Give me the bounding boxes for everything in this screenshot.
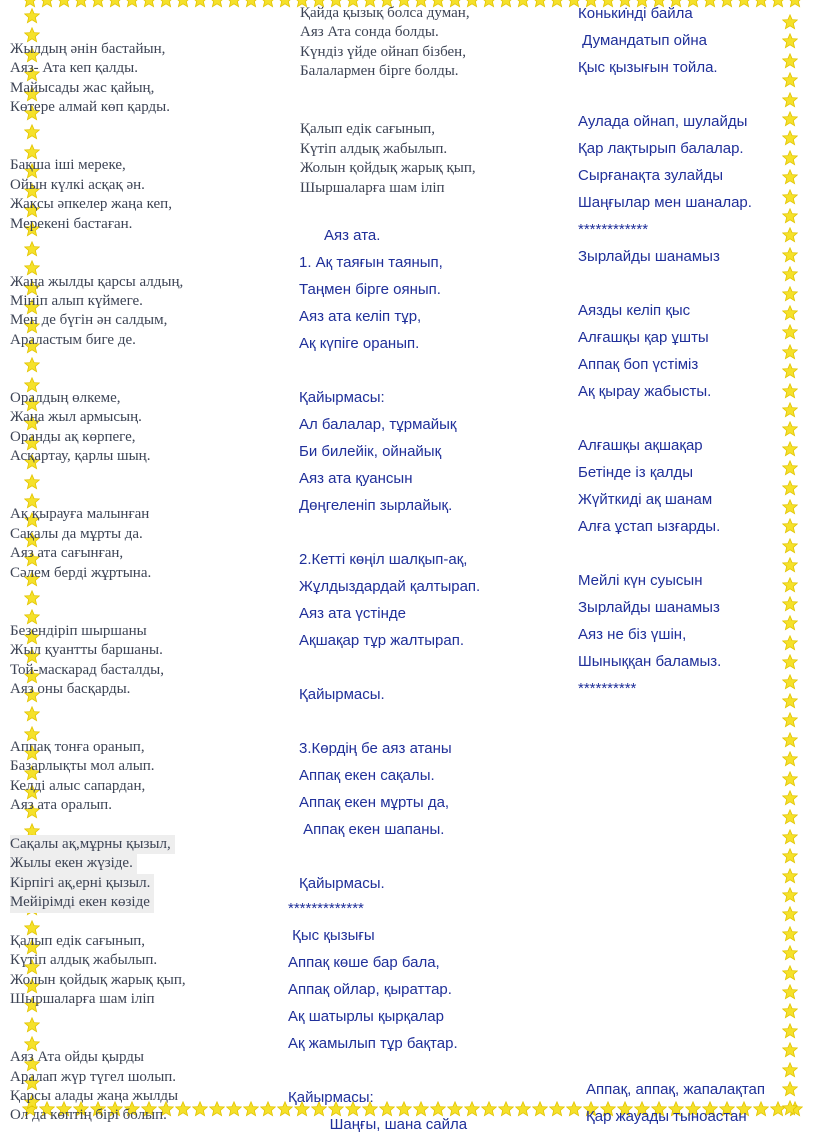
star-icon: [782, 208, 798, 224]
poem-line: Безендіріп шыршаны: [10, 622, 147, 639]
star-icon: [192, 0, 208, 8]
star-icon: [498, 0, 514, 8]
star-icon: [782, 809, 798, 825]
star-icon: [787, 0, 803, 8]
poem-line: Мініп алып күймеге.: [10, 293, 143, 310]
star-icon: [481, 0, 497, 8]
star-icon: [782, 1003, 798, 1019]
right-poem-column: [578, 0, 752, 702]
poem-line: [10, 816, 186, 835]
poem-line: [10, 486, 186, 505]
poem-line: Бетінде із қалды: [578, 464, 694, 481]
star-icon: [770, 0, 786, 8]
poem-line: Жақсы әпкелер жаңа кеп,: [10, 196, 172, 213]
middle-poem-top: [300, 4, 476, 198]
star-icon: [782, 383, 798, 399]
poem-line: Мен де бүгін ән салдым,: [10, 312, 168, 329]
star-icon: [549, 1101, 565, 1117]
poem-line: Мейлі күн суысын: [578, 572, 703, 589]
star-icon: [782, 53, 798, 69]
star-icon: [175, 0, 191, 8]
poem-line: Алғашқы қар ұшты: [578, 329, 709, 346]
poem-line: Аулада ойнап, шулайды: [578, 113, 748, 130]
star-icon: [73, 0, 89, 8]
poem-line: Шыршаларға шам іліп: [10, 991, 155, 1008]
poem-line: Қыс қызығын тойла.: [578, 59, 718, 76]
star-icon: [782, 130, 798, 146]
star-icon: [782, 945, 798, 961]
star-icon: [782, 247, 798, 263]
poem-line: Шаңғы, шана сайла: [288, 1116, 468, 1133]
star-icon: [782, 538, 798, 554]
poem-line: Аяз ата қуансын: [299, 470, 413, 487]
poem-line: [578, 405, 752, 432]
poem-line: Қыс қызығы: [288, 927, 375, 944]
poem-line: Аралап жүр түгел шолып.: [10, 1068, 177, 1085]
poem-line: Аппақ екен мұрты да,: [299, 794, 450, 811]
poem-line: Дөңгеленіп зырлайық.: [299, 497, 453, 514]
poem-line: Алға ұстап ызғарды.: [578, 518, 721, 535]
star-icon: [260, 0, 276, 8]
star-icon: [782, 499, 798, 515]
star-icon: [209, 1101, 225, 1117]
poem-line: Қар жауады тыноастан: [586, 1108, 747, 1125]
poem-line: Ол да көптің бірі болып.: [10, 1107, 167, 1124]
poem-line: Аяз ата оралып.: [10, 797, 112, 814]
star-icon: [277, 0, 293, 8]
left-poem-column: [10, 40, 186, 1126]
poem-line: Аппақ тонға оранып,: [10, 739, 145, 756]
star-icon: [782, 518, 798, 534]
star-icon: [481, 1101, 497, 1117]
star-icon: [515, 0, 531, 8]
poem-line: Аппақ көше бар бала,: [288, 954, 440, 971]
poem-line: Қарсы алады жаңа жылды: [10, 1088, 179, 1105]
poem-line: Аязды келіп қыс: [578, 302, 691, 319]
poem-line: Шыршаларға шам іліп: [300, 179, 445, 196]
poem-line: [10, 699, 186, 718]
star-icon: [141, 0, 157, 8]
poem-line: [578, 270, 752, 297]
star-icon: [782, 829, 798, 845]
poem-line: [10, 234, 186, 253]
star-icon: [782, 344, 798, 360]
star-icon: [782, 693, 798, 709]
star-icon: [782, 790, 798, 806]
poem-line: Ақшақар тұр жалтырап.: [299, 632, 464, 649]
poem-line: Күтіп алдық жабылып.: [300, 140, 448, 157]
poem-line: [288, 1057, 467, 1084]
poem-line: [10, 893, 186, 912]
star-icon: [226, 0, 242, 8]
poem-line: Оралдың өлкеме,: [10, 390, 121, 407]
poem-line: Балалармен бірге болды.: [300, 63, 459, 80]
highlighted-line: Мейірімді екен көзіде: [10, 893, 154, 912]
poem-line: Зырлайды шанамыз: [578, 248, 720, 265]
star-icon: [192, 1101, 208, 1117]
poem-line: Думандатып ойна: [578, 32, 707, 49]
poem-line: Келді алыс сапардан,: [10, 777, 146, 794]
poem-line: **********: [578, 680, 637, 697]
poem-line: Көтере алмай көп қарды.: [10, 99, 170, 116]
star-icon: [782, 305, 798, 321]
poem-line: Аппақ ойлар, қыраттар.: [288, 981, 452, 998]
poem-line: [300, 82, 476, 101]
poem-line: Аяз ата үстінде: [299, 605, 406, 622]
poem-line: Қайда қызық болса думан,: [300, 5, 470, 21]
poem-line: 2.Кетті көңіл шалқып-ақ,: [299, 551, 468, 568]
star-icon: [782, 771, 798, 787]
poem-line: Шыныққан баламыз.: [578, 653, 722, 670]
poem-line: Жұлдыздардай қалтырап.: [299, 578, 481, 595]
star-icon: [24, 8, 40, 24]
poem-line: Жолын қойдық жарық қып,: [300, 160, 476, 177]
star-icon: [782, 227, 798, 243]
poem-line: Оранды ақ көрпеге,: [10, 428, 136, 445]
star-icon: [782, 421, 798, 437]
star-icon: [782, 460, 798, 476]
star-icon: [782, 1081, 798, 1097]
poem-line: [10, 719, 186, 738]
poem-line: [10, 137, 186, 156]
star-icon: [782, 92, 798, 108]
poem-line: ************: [578, 221, 649, 238]
star-icon: [90, 0, 106, 8]
poem-line: Жүйткиді ақ шанам: [578, 491, 713, 508]
poem-line: Сырғанақта зулайды: [578, 167, 724, 184]
star-icon: [782, 615, 798, 631]
poem-line: [10, 118, 186, 137]
poem-line: Асқартау, қарлы шың.: [10, 448, 151, 465]
poem-line: [10, 874, 186, 893]
star-icon: [782, 286, 798, 302]
poem-line: Жаңа жыл армысың.: [10, 409, 142, 426]
star-icon: [226, 1101, 242, 1117]
poem-line: Аяз ата келіп тұр,: [299, 308, 422, 325]
poem-line: Ойын күлкі асқақ ән.: [10, 176, 145, 193]
star-icon: [515, 1101, 531, 1117]
poem-line: Аяз не біз үшін,: [578, 626, 687, 643]
star-icon: [782, 984, 798, 1000]
star-icon: [107, 0, 123, 8]
poem-line: Қайырмасы.: [299, 686, 385, 703]
poem-line: [299, 843, 480, 870]
poem-line: Би билейік, ойнайық: [299, 443, 442, 460]
poem-line: Сақалы да мұрты да.: [10, 525, 143, 542]
star-icon: [782, 441, 798, 457]
poem-line: [300, 101, 476, 120]
star-icon: [243, 0, 259, 8]
star-icon: [56, 0, 72, 8]
poem-line: Аппақ, аппақ, жапалақтап: [586, 1081, 765, 1098]
star-icon: [782, 266, 798, 282]
poem-line: Шаңғылар мен шаналар.: [578, 194, 752, 211]
star-icon: [782, 654, 798, 670]
star-icon: [782, 965, 798, 981]
star-icon: [124, 0, 140, 8]
poem-line: [10, 253, 186, 272]
poem-line: Қайырмасы:: [299, 389, 385, 406]
star-icon: [39, 0, 55, 8]
star-icon: [782, 324, 798, 340]
poem-line: [10, 835, 186, 854]
star-icon: [549, 0, 565, 8]
poem-line: Ақ қырау жабысты.: [578, 383, 712, 400]
star-icon: [782, 906, 798, 922]
star-icon: [753, 0, 769, 8]
star-icon: [566, 1101, 582, 1117]
star-icon: [22, 0, 38, 8]
star-icon: [782, 557, 798, 573]
poem-line: Аяз Ата сонда болды.: [300, 24, 439, 41]
star-icon: [782, 33, 798, 49]
poem-line: Таңмен бірге оянып.: [299, 281, 441, 298]
poem-line: Ал балалар, тұрмайық: [299, 416, 457, 433]
poem-line: Күндіз үйде ойнап бізбен,: [300, 43, 466, 60]
star-icon: [260, 1101, 276, 1117]
poem-line: 1. Ақ таяғын таянып,: [299, 254, 443, 271]
star-icon: [782, 596, 798, 612]
poem-line: Зырлайды шанамыз: [578, 599, 720, 616]
poem-line: Ақ шатырлы қырқалар: [288, 1008, 444, 1025]
star-icon: [782, 674, 798, 690]
poem-line: [10, 583, 186, 602]
poem-line: Қайырмасы.: [299, 875, 385, 892]
poem-line: [10, 1029, 186, 1048]
poem-line: [10, 1010, 186, 1029]
star-icon: [209, 0, 225, 8]
highlighted-line: Жылы екен жүзіде.: [10, 854, 137, 873]
poem-line: Бақша іші мереке,: [10, 157, 126, 174]
poem-line: [10, 913, 186, 932]
star-icon: [498, 1101, 514, 1117]
poem-line: Ақ жамылып тұр бақтар.: [288, 1035, 458, 1052]
poem-line: Араластым биге де.: [10, 331, 136, 348]
poem-line: Жолын қойдық жарық қып,: [10, 971, 186, 988]
poem-line: Қалып едік сағынып,: [10, 932, 146, 949]
star-icon: [532, 1101, 548, 1117]
star-icon: [782, 72, 798, 88]
highlighted-line: Кірпігі ақ,ерні қызыл.: [10, 874, 154, 893]
star-icon: [532, 0, 548, 8]
poem-line: Аппақ екен шапаны.: [299, 821, 445, 838]
poem-line: [10, 370, 186, 389]
poem-line: Жыл қуантты баршаны.: [10, 642, 163, 659]
poem-line: [10, 602, 186, 621]
star-icon: [782, 1023, 798, 1039]
star-icon: [243, 1101, 259, 1117]
poem-line: Той-маскарад басталды,: [10, 661, 164, 678]
poem-line: Жаңа жылды қарсы алдың,: [10, 273, 184, 290]
star-icon: [782, 169, 798, 185]
poem-line: Аяз оны басқарды.: [10, 680, 131, 697]
poem-line: Алғашқы ақшақар: [578, 437, 703, 454]
poem-line: [299, 519, 480, 546]
poem-line: [299, 654, 480, 681]
star-icon: [782, 111, 798, 127]
poem-line: Ақ қырауға малынған: [10, 506, 150, 523]
poem-line: 3.Көрдің бе аяз атаны: [299, 740, 452, 757]
song-qys-qyzygy: [288, 895, 467, 1138]
star-icon: [158, 0, 174, 8]
poem-line: Майысады жас қайың,: [10, 79, 155, 96]
song-ayaz-ata: [299, 222, 480, 897]
poem-line: Қар лақтырып балалар.: [578, 140, 744, 157]
star-icon: [782, 926, 798, 942]
poem-line: Коньки̇нді байла: [578, 5, 693, 22]
poem-line: Аяз ата сағынған,: [10, 545, 124, 562]
star-icon: [782, 887, 798, 903]
star-icon: [782, 480, 798, 496]
star-icon: [782, 868, 798, 884]
poem-line: Қайырмасы:: [288, 1089, 374, 1106]
star-icon: [782, 14, 798, 30]
poem-line: Сәлем берді жұртына.: [10, 564, 152, 581]
star-icon: [782, 577, 798, 593]
poem-line: [10, 467, 186, 486]
star-icon: [782, 402, 798, 418]
highlighted-line: Сақалы ақ,мұрны қызыл,: [10, 835, 175, 854]
poem-line: [10, 350, 186, 369]
poem-line: *************: [288, 900, 364, 917]
poem-line: Ақ күпіге оранып.: [299, 335, 420, 352]
poem-line: [299, 357, 480, 384]
star-icon: [782, 1100, 798, 1116]
poem-line: Мерекені бастаған.: [10, 215, 133, 232]
poem-line: [10, 854, 186, 873]
poem-line: Аяз- Ата кеп қалды.: [10, 60, 139, 77]
poem-line: Күтіп алдық жабылып.: [10, 952, 158, 969]
star-icon: [782, 1042, 798, 1058]
star-icon: [782, 150, 798, 166]
right-bottom-lines: [586, 1076, 765, 1130]
poem-line: Аппақ боп үстіміз: [578, 356, 699, 373]
star-icon: [782, 635, 798, 651]
poem-line: Аппақ екен сақалы.: [299, 767, 435, 784]
star-icon: [782, 751, 798, 767]
star-icon: [782, 848, 798, 864]
poem-line: Аяз Ата ойды қырды: [10, 1049, 145, 1066]
poem-line: [578, 540, 752, 567]
star-icon: [782, 1062, 798, 1078]
star-icon: [782, 732, 798, 748]
poem-line: Базарлықты мол алып.: [10, 758, 155, 775]
star-icon: [782, 189, 798, 205]
poem-line: [299, 708, 480, 735]
poem-line: Жылдың әнін бастайын,: [10, 41, 166, 57]
star-icon: [782, 712, 798, 728]
poem-line: [578, 81, 752, 108]
star-icon: [782, 363, 798, 379]
poem-line: Қалып едік сағынып,: [300, 121, 436, 138]
poem-line: Аяз ата.: [299, 227, 381, 244]
